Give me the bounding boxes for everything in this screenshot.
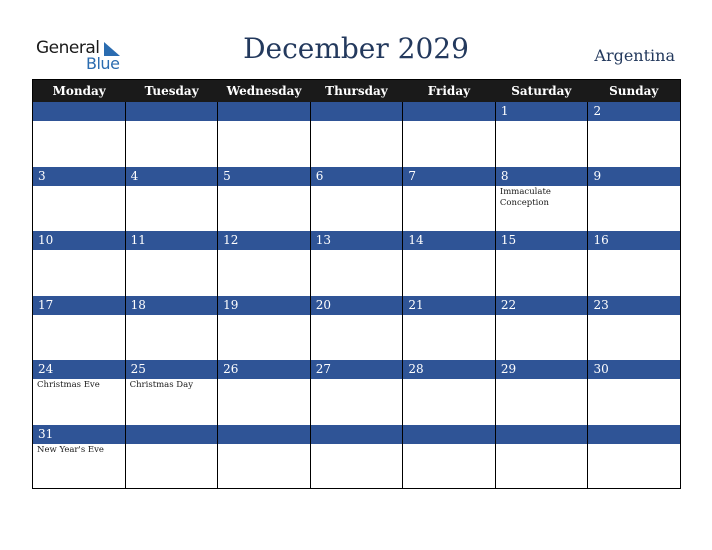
holiday-label (588, 379, 680, 380)
day-cell (126, 296, 219, 361)
day-cell (218, 167, 311, 232)
holiday-label: Christmas Day (129, 380, 193, 390)
day-cell (311, 231, 404, 296)
day-cell (33, 360, 126, 425)
holiday-label (403, 250, 495, 251)
day-number: 3 (33, 167, 125, 186)
day-number: 29 (496, 360, 588, 379)
holiday-label (496, 250, 588, 251)
day-number: 20 (311, 296, 403, 315)
day-number: 10 (33, 231, 125, 250)
holiday-label (496, 379, 588, 380)
holiday-label: New Year's Eve (37, 444, 104, 455)
holiday-label (126, 444, 218, 445)
day-number: 16 (588, 231, 680, 250)
day-number: 18 (126, 296, 218, 315)
holiday-label (218, 315, 310, 316)
day-cell (588, 102, 680, 167)
holiday-label (403, 444, 495, 445)
day-cell (126, 102, 219, 167)
day-cell (126, 167, 219, 232)
day-number: 11 (126, 231, 218, 250)
holiday-label (403, 121, 495, 122)
day-cell (33, 167, 126, 232)
day-number (33, 102, 125, 121)
day-number (403, 425, 495, 444)
day-cell (403, 425, 496, 490)
day-cell (33, 102, 126, 167)
holiday-label (311, 121, 403, 122)
day-number (588, 425, 680, 444)
day-number: 21 (403, 296, 495, 315)
day-cell (311, 360, 404, 425)
day-cell (311, 425, 404, 490)
weekday-tuesday: Tuesday (144, 84, 199, 98)
week-row (33, 167, 680, 232)
day-number (403, 102, 495, 121)
day-number (311, 102, 403, 121)
day-cell (218, 296, 311, 361)
week-row (33, 296, 680, 361)
day-number: 7 (403, 167, 495, 186)
day-number: 15 (496, 231, 588, 250)
day-number: 4 (126, 167, 218, 186)
day-cell (311, 296, 404, 361)
holiday-label (588, 121, 680, 122)
day-number: 8 (496, 167, 588, 186)
day-cell (496, 425, 589, 490)
holiday-label (218, 250, 310, 251)
holiday-label (496, 444, 588, 445)
holiday-label (33, 186, 125, 187)
holiday-label (33, 121, 125, 122)
weekday-friday: Friday (427, 84, 471, 98)
weekday-saturday: Saturday (511, 84, 572, 98)
day-cell (126, 360, 219, 425)
day-cell (218, 360, 311, 425)
holiday-label (496, 121, 588, 122)
holiday-label (218, 444, 310, 445)
day-number: 26 (218, 360, 310, 379)
day-number: 13 (311, 231, 403, 250)
holiday-label (126, 250, 218, 251)
day-number: 24 (33, 360, 125, 379)
day-number (126, 425, 218, 444)
day-cell (126, 231, 219, 296)
generalblue-logo (36, 38, 128, 74)
day-number: 12 (218, 231, 310, 250)
weekday-monday: Monday (52, 84, 106, 98)
calendar-grid (32, 79, 681, 489)
day-number: 27 (311, 360, 403, 379)
holiday-label (588, 315, 680, 316)
day-number: 9 (588, 167, 680, 186)
holiday-label (588, 186, 680, 187)
day-cell (588, 360, 680, 425)
holiday-label (311, 186, 403, 187)
week-row (33, 231, 680, 296)
day-cell (496, 360, 589, 425)
day-number (126, 102, 218, 121)
day-number (218, 102, 310, 121)
day-number: 30 (588, 360, 680, 379)
day-cell (33, 296, 126, 361)
day-cell (33, 231, 126, 296)
holiday-label (126, 315, 218, 316)
day-cell (496, 102, 589, 167)
day-cell (33, 425, 126, 490)
day-number: 28 (403, 360, 495, 379)
day-cell (496, 231, 589, 296)
logo-text-general: General (36, 38, 100, 58)
day-cell (126, 425, 219, 490)
day-number: 25 (126, 360, 218, 379)
week-row (33, 102, 680, 167)
day-cell (218, 425, 311, 490)
day-number: 23 (588, 296, 680, 315)
holiday-label (218, 121, 310, 122)
holiday-label (311, 444, 403, 445)
day-number: 5 (218, 167, 310, 186)
country-label: Argentina (594, 46, 675, 65)
holiday-label (126, 121, 218, 122)
day-number: 19 (218, 296, 310, 315)
day-number: 14 (403, 231, 495, 250)
holiday-label (403, 315, 495, 316)
day-cell (218, 231, 311, 296)
day-number: 1 (496, 102, 588, 121)
holiday-label (588, 250, 680, 251)
day-number: 2 (588, 102, 680, 121)
holiday-label (311, 315, 403, 316)
week-row (33, 425, 680, 490)
day-cell (588, 231, 680, 296)
day-number: 17 (33, 296, 125, 315)
holiday-label (126, 186, 218, 187)
holiday-label (496, 315, 588, 316)
holiday-label (311, 379, 403, 380)
day-cell (588, 425, 680, 490)
day-cell (403, 167, 496, 232)
holiday-label: Christmas Eve (37, 380, 100, 390)
day-number (218, 425, 310, 444)
weekday-header-row (33, 80, 680, 102)
calendar-title: December 2029 (243, 32, 469, 65)
holiday-label (33, 315, 125, 316)
weekday-wednesday: Wednesday (226, 84, 302, 98)
day-cell (403, 231, 496, 296)
holiday-label (311, 250, 403, 251)
holiday-label (403, 186, 495, 187)
holiday-label (218, 379, 310, 380)
holiday-label (218, 186, 310, 187)
day-cell (588, 296, 680, 361)
holiday-label (588, 444, 680, 445)
day-number (496, 425, 588, 444)
weekday-thursday: Thursday (325, 84, 388, 98)
day-cell (403, 102, 496, 167)
holiday-label: Immaculate Conception (499, 186, 551, 208)
day-number (311, 425, 403, 444)
day-cell (403, 360, 496, 425)
day-cell (311, 102, 404, 167)
day-cell (311, 167, 404, 232)
day-number: 6 (311, 167, 403, 186)
weeks-container (33, 102, 680, 489)
day-cell (496, 296, 589, 361)
holiday-label (33, 250, 125, 251)
day-number: 31 (33, 425, 125, 444)
logo-text-blue: Blue (86, 54, 120, 73)
week-row (33, 360, 680, 425)
day-cell (496, 167, 589, 232)
day-number: 22 (496, 296, 588, 315)
holiday-label (403, 379, 495, 380)
weekday-sunday: Sunday (609, 84, 659, 98)
day-cell (218, 102, 311, 167)
day-cell (403, 296, 496, 361)
day-cell (588, 167, 680, 232)
